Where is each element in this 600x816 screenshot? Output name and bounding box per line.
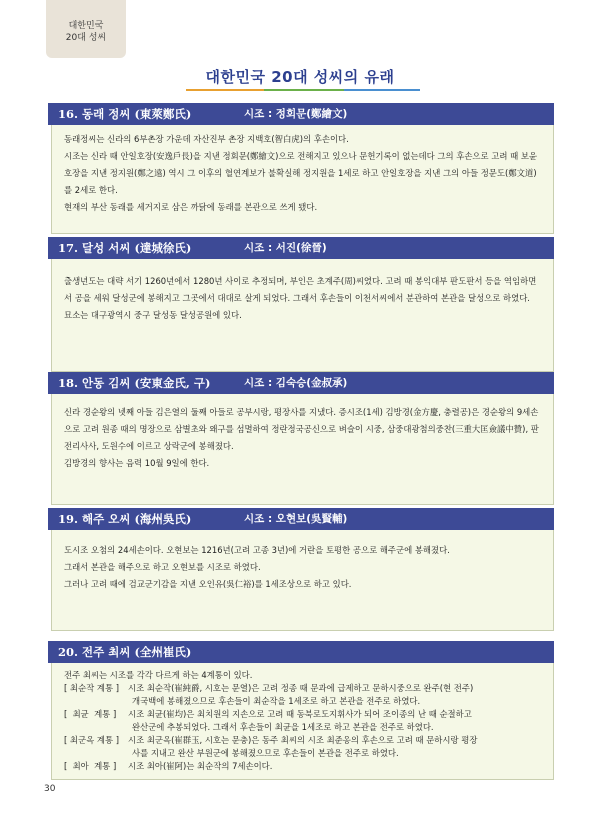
section-20-body xyxy=(51,663,554,780)
section-18-body xyxy=(51,394,554,505)
lineage-tag: [ 최균 계통 ] xyxy=(64,709,117,719)
section-20 xyxy=(48,641,554,780)
title-underline-mid xyxy=(264,89,344,91)
section-18-ancestor: 시조 : 김숙승(金叔承) xyxy=(244,377,348,389)
title-underline-left xyxy=(186,89,264,91)
chapter-tab-line1: 대한민국 xyxy=(68,21,104,31)
section-19-header xyxy=(48,508,554,530)
title-underline-right xyxy=(344,89,420,91)
section-16-body xyxy=(51,125,554,234)
section-17-ancestor: 시조 : 서진(徐晉) xyxy=(244,242,327,254)
section-17-header xyxy=(48,237,554,259)
chapter-tab-line2: 20대 성씨 xyxy=(65,33,107,43)
paragraph: 출생년도는 대략 서기 1260년에서 1280년 사이로 추정되며, 부인은 초계주(周)씨였다. 고려 때 봉익대부 판도판서 등을 역임하면서 공을 세워 달성군에 봉해지고 그곳에서 대대로 살게 되었다. 그래서 후손들이 이천서씨에서 분관하여 본관을 달성으로 하였다. xyxy=(64,276,537,303)
page-number: 30 xyxy=(44,784,56,794)
section-17 xyxy=(48,237,554,372)
section-17-body xyxy=(51,259,554,372)
lineage-line xyxy=(64,734,541,747)
lineage-line xyxy=(64,760,541,773)
lineage-cont: 사를 지내고 완산 부원군에 봉해졌으므로 후손들이 본관을 전주로 하였다. xyxy=(132,748,399,758)
paragraph: 그러나 고려 때에 검교군기감을 지낸 오인유(吳仁裕)를 1세조상으로 하고 있다. xyxy=(64,579,352,589)
paragraph: 묘소는 대구광역시 중구 달성동 달성공원에 있다. xyxy=(64,310,242,320)
section-16 xyxy=(48,103,554,234)
paragraph: 신라 경순왕의 넷째 아들 김은열의 둘째 아들로 공부시랑, 평장사를 지냈다. 증시조(1세) 김방경(金方慶, 충렬공)은 경순왕의 9세손으로 고려 원종 때의 명장으로 삼별초와 왜구를 섬멸하여 정란정국공신으로 벼슬이 시중, 삼중대광첨의중찬(三重大匡僉議中贊), 판전리사사, 도원수에 이르고 상락군에 봉해졌다. xyxy=(64,407,539,451)
section-16-header xyxy=(48,103,554,125)
lineage-line xyxy=(64,682,541,695)
lineage-text: 시조 최군옥(崔群玉, 시호는 문충)은 동주 최씨의 시조 최준옹의 후손으로 고려 때 문하시랑 평장 xyxy=(128,735,478,745)
paragraph: 현재의 부산 동래를 세거지로 삼은 까닭에 동래를 본관으로 쓰게 됐다. xyxy=(64,202,318,212)
lineage-tag: [ 최순작 계통 ] xyxy=(64,683,119,693)
section-19-ancestor: 시조 : 오현보(吳賢輔) xyxy=(244,513,348,525)
chapter-tab xyxy=(46,0,126,58)
section-17-heading: 17. 달성 서씨 (達城徐氏) xyxy=(58,241,192,255)
lineage-cont: 개국백에 봉해졌으므로 후손들이 최순작을 1세조로 하고 본관을 전주로 하였다. xyxy=(132,696,421,706)
paragraph: 동래정씨는 신라의 6부촌장 가운데 자산진부 촌장 지백호(智白虎)의 후손이다. xyxy=(64,134,349,144)
page-title: 대한민국 20대 성씨의 유래 xyxy=(205,68,395,86)
lineage-text: 시조 최아(崔阿)는 최순작의 7세손이다. xyxy=(128,761,273,771)
paragraph: 도시조 오첨의 24세손이다. 오현보는 1216년(고려 고종 3년)에 거란을 토평한 공으로 해주군에 봉해졌다. xyxy=(64,545,450,555)
section-18 xyxy=(48,372,554,505)
lineage-text: 시조 최균(崔均)은 최치원의 지손으로 고려 때 동북로도지휘사가 되어 조이종의 난 때 순절하고 xyxy=(128,709,472,719)
paragraph: 그래서 본관을 해주으로 하고 오현보를 시조로 하였다. xyxy=(64,562,261,572)
section-19-body xyxy=(51,530,554,631)
section-16-heading: 16. 동래 정씨 (東萊鄭氏) xyxy=(58,107,192,121)
lineage-tag: [ 최군옥 계통 ] xyxy=(64,735,119,745)
section-18-heading: 18. 안동 김씨 (安東金氏, 구) xyxy=(58,376,211,390)
lineage-cont: 완산군에 추봉되었다. 그래서 후손들이 최균을 1세조로 하고 본관을 전주로 하였다. xyxy=(132,722,434,732)
section-19-heading: 19. 해주 오씨 (海州吳氏) xyxy=(58,512,192,526)
paragraph: 시조는 신라 때 안일호장(安逸戶長)을 지낸 정회문(鄭繪文)으로 전해지고 있으나 문헌기록이 없는데다 그의 후손으로 고려 때 보윤호장을 지낸 정지원(鄭之遠) 역시 그 이후의 혈연계보가 불확실해 정지원을 1세로 하고 안일호장을 지낸 그의 아들 정문도(鄭文道)를 2세로 한다. xyxy=(64,151,538,195)
paragraph: 전주 최씨는 시조를 각각 다르게 하는 4계통이 있다. xyxy=(64,670,253,680)
section-16-ancestor: 시조 : 정회문(鄭繪文) xyxy=(244,108,348,120)
section-19 xyxy=(48,508,554,631)
lineage-line xyxy=(64,708,541,721)
lineage-tag: [ 최아 계통 ] xyxy=(64,761,117,771)
section-18-header xyxy=(48,372,554,394)
lineage-text: 시조 최순작(崔純爵, 시호는 문열)은 고려 정종 때 문과에 급제하고 문하시중으로 완주(현 전주) xyxy=(128,683,474,693)
paragraph: 김방경의 향사는 음력 10월 9일에 한다. xyxy=(64,458,210,468)
section-20-header xyxy=(48,641,554,663)
section-20-heading: 20. 전주 최씨 (全州崔氏) xyxy=(58,645,192,659)
